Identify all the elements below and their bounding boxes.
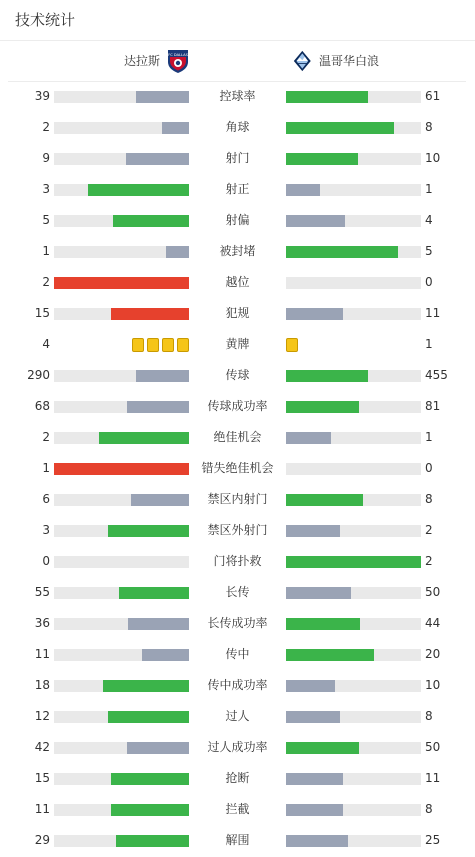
home-stat-value: 6 bbox=[42, 492, 50, 506]
home-stat-value: 12 bbox=[34, 709, 50, 723]
away-stat-value: 1 bbox=[425, 430, 433, 444]
home-stat-bar-track bbox=[54, 432, 189, 444]
stat-label: 禁区外射门 bbox=[207, 523, 268, 537]
away-stat-value: 20 bbox=[425, 647, 441, 661]
home-stat-value: 39 bbox=[34, 89, 50, 103]
home-stat-bar-fill bbox=[111, 773, 189, 785]
stat-label: 犯规 bbox=[225, 306, 250, 320]
stat-row bbox=[0, 701, 475, 732]
away-stat-bar-fill bbox=[286, 835, 348, 847]
home-stat-value: 68 bbox=[34, 399, 50, 413]
home-stat-bar-track bbox=[54, 122, 189, 134]
stat-label: 长传成功率 bbox=[207, 616, 268, 630]
away-yellow-cards bbox=[286, 338, 421, 352]
away-stat-value: 4 bbox=[425, 213, 433, 227]
home-stat-bar-fill bbox=[54, 277, 189, 289]
away-stat-bar-track bbox=[286, 463, 421, 475]
home-stat-bar-fill bbox=[88, 184, 189, 196]
home-stat-bar-fill bbox=[162, 122, 189, 134]
away-stat-value: 0 bbox=[425, 461, 433, 475]
home-stat-bar-track bbox=[54, 649, 189, 661]
away-stat-bar-track bbox=[286, 773, 421, 785]
stat-label: 门将扑救 bbox=[213, 554, 262, 568]
home-stat-bar-track bbox=[54, 277, 189, 289]
stat-row bbox=[0, 546, 475, 577]
svg-text:FC DALLAS: FC DALLAS bbox=[168, 53, 188, 58]
home-stat-bar-fill bbox=[166, 246, 189, 258]
home-stat-bar-fill bbox=[142, 649, 189, 661]
away-stat-value: 8 bbox=[425, 492, 433, 506]
home-stat-bar-fill bbox=[54, 463, 189, 475]
stat-row bbox=[0, 329, 475, 360]
home-stat-value: 1 bbox=[42, 244, 50, 258]
stat-row bbox=[0, 453, 475, 484]
stat-label: 传中 bbox=[225, 647, 250, 661]
away-stat-value: 50 bbox=[425, 585, 441, 599]
away-stat-bar-fill bbox=[286, 246, 398, 258]
home-stat-bar-fill bbox=[128, 618, 189, 630]
away-stat-bar-track bbox=[286, 215, 421, 227]
home-stat-value: 3 bbox=[42, 523, 50, 537]
stat-row bbox=[0, 391, 475, 422]
away-stat-bar-fill bbox=[286, 587, 351, 599]
away-stat-bar-track bbox=[286, 91, 421, 103]
home-yellow-cards bbox=[54, 338, 189, 352]
home-stat-bar-track bbox=[54, 618, 189, 630]
home-stat-value: 55 bbox=[34, 585, 50, 599]
away-stat-bar-track bbox=[286, 711, 421, 723]
home-stat-bar-track bbox=[54, 246, 189, 258]
home-stat-bar-fill bbox=[103, 680, 189, 692]
away-stat-value: 2 bbox=[425, 554, 433, 568]
stat-row bbox=[0, 112, 475, 143]
home-stat-bar-fill bbox=[113, 215, 189, 227]
stat-label: 抢断 bbox=[225, 771, 250, 785]
stat-label: 射偏 bbox=[225, 213, 250, 227]
away-stat-value: 1 bbox=[425, 337, 433, 351]
away-stat-bar-track bbox=[286, 525, 421, 537]
stat-row bbox=[0, 360, 475, 391]
home-stat-value: 2 bbox=[42, 120, 50, 134]
away-stat-value: 455 bbox=[425, 368, 448, 382]
away-stat-bar-fill bbox=[286, 773, 343, 785]
away-stat-bar-track bbox=[286, 370, 421, 382]
away-stat-bar-track bbox=[286, 587, 421, 599]
home-stat-bar-track bbox=[54, 525, 189, 537]
stat-label: 传球成功率 bbox=[207, 399, 268, 413]
home-stat-value: 42 bbox=[34, 740, 50, 754]
away-stat-bar-fill bbox=[286, 680, 335, 692]
stat-label: 禁区内射门 bbox=[207, 492, 268, 506]
away-team[interactable] bbox=[293, 47, 379, 75]
home-stat-bar-track bbox=[54, 835, 189, 847]
stat-row bbox=[0, 639, 475, 670]
away-stat-bar-track bbox=[286, 680, 421, 692]
away-stat-bar-fill bbox=[286, 494, 363, 506]
away-stat-bar-fill bbox=[286, 122, 394, 134]
away-stat-value: 25 bbox=[425, 833, 441, 847]
away-stat-bar-fill bbox=[286, 742, 359, 754]
away-stat-bar-fill bbox=[286, 804, 343, 816]
home-stat-bar-track bbox=[54, 773, 189, 785]
away-stat-bar-fill bbox=[286, 308, 343, 320]
vancouver-whitecaps-crest-icon bbox=[293, 48, 315, 74]
page-title: 技术统计 bbox=[15, 11, 76, 29]
away-stat-bar-track bbox=[286, 122, 421, 134]
home-stat-value: 2 bbox=[42, 275, 50, 289]
away-stat-bar-fill bbox=[286, 184, 320, 196]
home-stat-bar-track bbox=[54, 804, 189, 816]
stat-row bbox=[0, 143, 475, 174]
away-stat-bar-track bbox=[286, 649, 421, 661]
home-stat-bar-fill bbox=[131, 494, 189, 506]
away-stat-value: 10 bbox=[425, 678, 441, 692]
away-stat-value: 5 bbox=[425, 244, 433, 258]
away-stat-bar-track bbox=[286, 556, 421, 568]
stat-row bbox=[0, 577, 475, 608]
stat-row bbox=[0, 267, 475, 298]
home-stat-value: 3 bbox=[42, 182, 50, 196]
stat-row bbox=[0, 608, 475, 639]
home-stat-bar-track bbox=[54, 215, 189, 227]
stat-row bbox=[0, 670, 475, 701]
stat-label: 传球 bbox=[225, 368, 250, 382]
stats-list bbox=[0, 81, 475, 856]
away-stat-bar-track bbox=[286, 153, 421, 165]
away-stat-value: 8 bbox=[425, 802, 433, 816]
home-stat-value: 36 bbox=[34, 616, 50, 630]
home-stat-bar-track bbox=[54, 680, 189, 692]
home-stat-bar-fill bbox=[136, 370, 189, 382]
stat-row bbox=[0, 515, 475, 546]
stat-label: 绝佳机会 bbox=[213, 430, 262, 444]
home-stat-bar-fill bbox=[127, 401, 189, 413]
stat-row bbox=[0, 298, 475, 329]
away-stat-bar-fill bbox=[286, 649, 374, 661]
stat-label: 错失绝佳机会 bbox=[201, 461, 274, 475]
stat-label: 传中成功率 bbox=[207, 678, 268, 692]
away-stat-bar-fill bbox=[286, 401, 359, 413]
away-stat-bar-track bbox=[286, 246, 421, 258]
stat-row bbox=[0, 484, 475, 515]
home-stat-value: 290 bbox=[27, 368, 50, 382]
away-stat-bar-track bbox=[286, 835, 421, 847]
away-stat-bar-fill bbox=[286, 153, 358, 165]
home-stat-value: 11 bbox=[34, 802, 50, 816]
away-stat-bar-track bbox=[286, 804, 421, 816]
home-stat-value: 0 bbox=[42, 554, 50, 568]
yellow-card-icon bbox=[286, 338, 298, 352]
stat-row bbox=[0, 205, 475, 236]
away-stat-bar-track bbox=[286, 432, 421, 444]
away-stat-bar-fill bbox=[286, 215, 345, 227]
away-stat-value: 1 bbox=[425, 182, 433, 196]
stats-header bbox=[0, 0, 475, 41]
stat-row bbox=[0, 174, 475, 205]
home-team[interactable] bbox=[124, 47, 191, 75]
away-stat-bar-track bbox=[286, 401, 421, 413]
home-stat-bar-fill bbox=[119, 587, 189, 599]
stat-label: 被封堵 bbox=[219, 244, 256, 258]
away-team-name: 温哥华白浪 bbox=[319, 54, 380, 68]
home-stat-bar-fill bbox=[136, 91, 189, 103]
home-stat-bar-track bbox=[54, 370, 189, 382]
home-stat-bar-fill bbox=[127, 742, 189, 754]
away-stat-value: 8 bbox=[425, 120, 433, 134]
home-stat-value: 15 bbox=[34, 771, 50, 785]
home-stat-bar-track bbox=[54, 153, 189, 165]
away-stat-bar-track bbox=[286, 277, 421, 289]
away-stat-bar-fill bbox=[286, 432, 331, 444]
stat-label: 长传 bbox=[225, 585, 250, 599]
home-stat-bar-fill bbox=[111, 804, 189, 816]
stat-label: 解围 bbox=[225, 833, 250, 847]
home-stat-bar-fill bbox=[126, 153, 189, 165]
stat-row bbox=[0, 422, 475, 453]
home-stat-bar-fill bbox=[116, 835, 189, 847]
home-stat-bar-track bbox=[54, 184, 189, 196]
yellow-card-icon bbox=[147, 338, 159, 352]
home-stat-bar-fill bbox=[111, 308, 189, 320]
away-stat-value: 44 bbox=[425, 616, 441, 630]
stat-label: 角球 bbox=[225, 120, 250, 134]
away-stat-bar-fill bbox=[286, 618, 360, 630]
home-stat-bar-track bbox=[54, 91, 189, 103]
home-stat-bar-fill bbox=[108, 525, 189, 537]
home-stat-bar-track bbox=[54, 308, 189, 320]
away-stat-bar-track bbox=[286, 618, 421, 630]
away-stat-bar-fill bbox=[286, 525, 340, 537]
stat-label: 黄牌 bbox=[225, 337, 250, 351]
home-stat-value: 4 bbox=[42, 337, 50, 351]
away-stat-bar-fill bbox=[286, 711, 340, 723]
away-stat-value: 2 bbox=[425, 523, 433, 537]
away-stat-bar-fill bbox=[286, 91, 368, 103]
home-team-name: 达拉斯 bbox=[123, 54, 160, 68]
away-stat-bar-track bbox=[286, 184, 421, 196]
away-stat-value: 8 bbox=[425, 709, 433, 723]
stat-label: 拦截 bbox=[225, 802, 250, 816]
home-stat-value: 29 bbox=[34, 833, 50, 847]
stat-label: 越位 bbox=[225, 275, 250, 289]
stat-row bbox=[0, 763, 475, 794]
stat-label: 过人成功率 bbox=[207, 740, 268, 754]
home-stat-bar-track bbox=[54, 711, 189, 723]
yellow-card-icon bbox=[132, 338, 144, 352]
away-stat-value: 50 bbox=[425, 740, 441, 754]
away-stat-value: 11 bbox=[425, 306, 441, 320]
stat-label: 射门 bbox=[225, 151, 250, 165]
away-stat-value: 0 bbox=[425, 275, 433, 289]
stat-row bbox=[0, 732, 475, 763]
stat-label: 过人 bbox=[225, 709, 250, 723]
yellow-card-icon bbox=[162, 338, 174, 352]
home-stat-value: 15 bbox=[34, 306, 50, 320]
home-stat-value: 11 bbox=[34, 647, 50, 661]
home-stat-bar-track bbox=[54, 587, 189, 599]
away-stat-bar-track bbox=[286, 494, 421, 506]
stat-label: 控球率 bbox=[219, 89, 256, 103]
away-stat-value: 10 bbox=[425, 151, 441, 165]
yellow-card-icon bbox=[177, 338, 189, 352]
fc-dallas-crest-icon bbox=[165, 48, 191, 74]
home-stat-bar-track bbox=[54, 463, 189, 475]
home-stat-value: 9 bbox=[42, 151, 50, 165]
home-stat-bar-track bbox=[54, 494, 189, 506]
home-stat-value: 5 bbox=[42, 213, 50, 227]
away-stat-bar-track bbox=[286, 742, 421, 754]
away-stat-bar-fill bbox=[286, 556, 421, 568]
stat-label: 射正 bbox=[225, 182, 250, 196]
stat-row bbox=[0, 81, 475, 112]
home-stat-bar-track bbox=[54, 556, 189, 568]
home-stat-bar-track bbox=[54, 742, 189, 754]
home-stat-bar-fill bbox=[99, 432, 189, 444]
away-stat-value: 11 bbox=[425, 771, 441, 785]
team-header-row bbox=[8, 41, 466, 82]
away-stat-value: 81 bbox=[425, 399, 441, 413]
away-stat-value: 61 bbox=[425, 89, 441, 103]
home-stat-value: 1 bbox=[42, 461, 50, 475]
home-stat-value: 18 bbox=[34, 678, 50, 692]
away-stat-bar-fill bbox=[286, 370, 368, 382]
home-stat-value: 2 bbox=[42, 430, 50, 444]
away-stat-bar-track bbox=[286, 308, 421, 320]
stat-row bbox=[0, 794, 475, 825]
stat-row bbox=[0, 825, 475, 856]
stat-row bbox=[0, 236, 475, 267]
home-stat-bar-track bbox=[54, 401, 189, 413]
home-stat-bar-fill bbox=[108, 711, 189, 723]
